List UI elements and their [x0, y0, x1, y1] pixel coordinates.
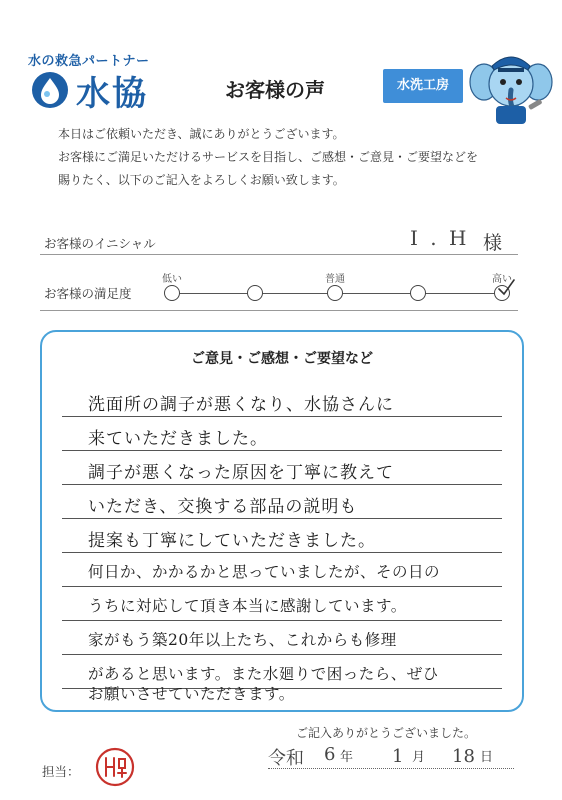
date-underline	[268, 768, 514, 769]
logo-tagline: 水の救急パートナー	[28, 54, 150, 69]
intro-line: 本日はご依頼いただき、誠にありがとうございます。	[58, 127, 345, 141]
thanks-footer: ご記入ありがとうございました。	[296, 726, 477, 740]
initials-underline	[40, 254, 518, 255]
brand-badge: 水洗工房	[383, 69, 463, 103]
date-era: 令和	[268, 748, 304, 769]
ruled-line	[62, 450, 502, 451]
handwritten-line: 提案も丁寧にしていただきました。	[88, 531, 376, 551]
page-title: お客様の声	[225, 78, 325, 102]
satisfaction-option-1[interactable]	[164, 285, 180, 301]
comments-box	[40, 330, 524, 712]
date-month-unit: 月	[412, 750, 426, 765]
handwritten-line: お願いさせていただきます。	[88, 685, 295, 703]
ruled-line	[62, 416, 502, 417]
initials-value: I . H	[410, 226, 470, 250]
satisfaction-option-2[interactable]	[247, 285, 263, 301]
satisfaction-option-3[interactable]	[327, 285, 343, 301]
ruled-line	[62, 552, 502, 553]
satisfaction-option-4[interactable]	[410, 285, 426, 301]
ruled-line	[62, 484, 502, 485]
staff-seal-stamp-icon	[94, 746, 136, 788]
comments-title: ご意見・ご感想・ご要望など	[191, 351, 373, 367]
initials-label: お客様のイニシャル	[44, 236, 156, 251]
date-year: 6	[324, 744, 336, 765]
scale-mid-label: 普通	[325, 274, 345, 285]
handwritten-line: うちに対応して頂き本当に感謝しています。	[88, 597, 407, 615]
satisfaction-label: お客様の満足度	[44, 286, 132, 301]
ruled-line	[62, 620, 502, 621]
honorific-suffix: 様	[483, 232, 503, 254]
scale-high-label: 高い	[492, 274, 512, 285]
handwritten-line: 何日か、かかるかと思っていましたが、その日の	[88, 563, 441, 581]
date-day: 18	[452, 746, 475, 767]
date-day-unit: 日	[480, 750, 494, 765]
handwritten-line: 家がもう築20年以上たち、これからも修理	[88, 631, 397, 649]
satisfaction-underline	[40, 310, 518, 311]
handwritten-line: があると思います。また水廻りで困ったら、ぜひ	[88, 665, 439, 683]
handwritten-line: 来ていただきました。	[88, 429, 268, 449]
intro-text	[58, 123, 538, 192]
intro-line: 賜りたく、以下のご記入をよろしくお願い致します。	[58, 173, 345, 187]
satisfaction-scale	[160, 270, 520, 310]
date-year-unit: 年	[340, 750, 354, 765]
ruled-line	[62, 518, 502, 519]
scale-low-label: 低い	[162, 274, 182, 285]
ruled-line	[62, 586, 502, 587]
ruled-line	[62, 654, 502, 655]
handwritten-line: 洗面所の調子が悪くなり、水協さんに	[88, 395, 394, 415]
handwritten-line: いただき、交換する部品の説明も	[88, 497, 358, 517]
handwritten-line: 調子が悪くなった原因を丁寧に教えて	[88, 463, 394, 483]
check-mark-icon	[496, 278, 516, 298]
intro-line: お客様にご満足いただけるサービスを目指し、ご感想・ご意見・ご要望などを	[58, 150, 479, 164]
logo-name: 水協	[76, 74, 148, 114]
water-drop-logo-icon	[30, 70, 70, 110]
elephant-mascot-icon	[468, 44, 554, 126]
staff-label: 担当：	[42, 764, 80, 779]
date-month: 1	[392, 746, 404, 767]
